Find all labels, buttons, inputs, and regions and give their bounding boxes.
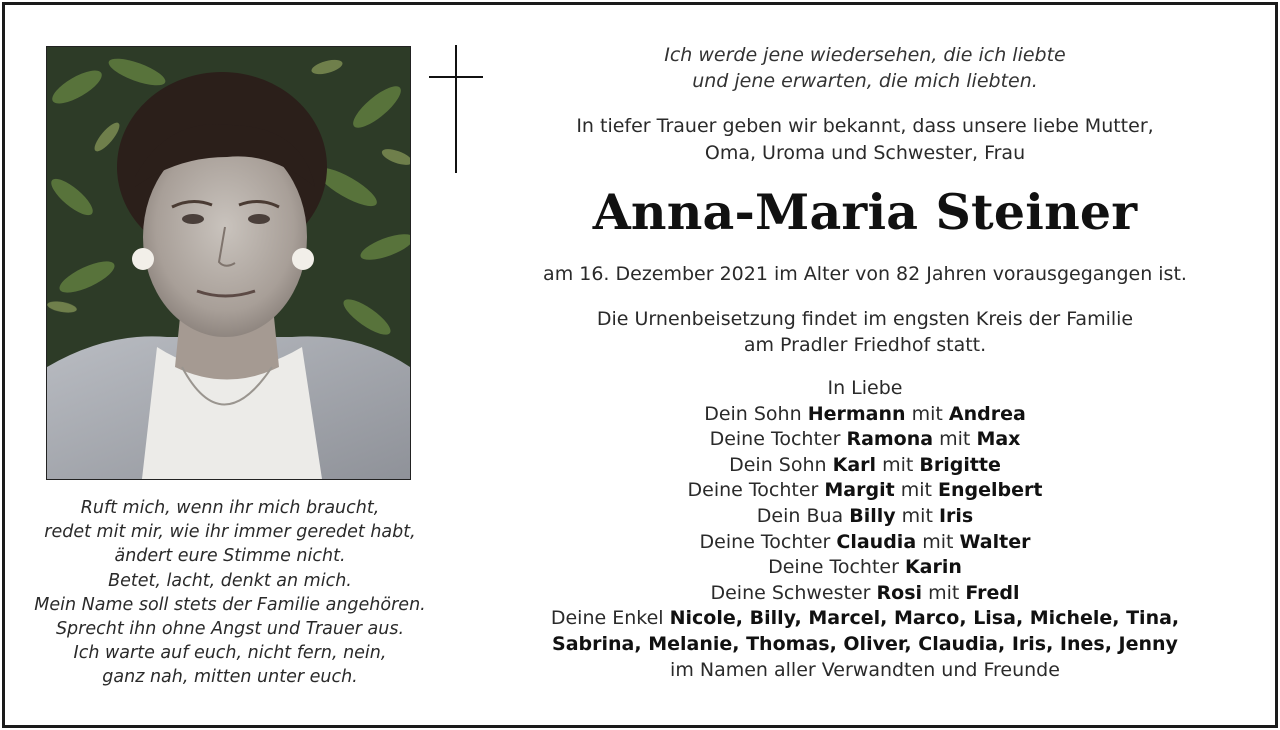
- family-member: [500, 478, 1230, 504]
- poem-line: Sprecht ihn ohne Angst und Trauer aus.: [55, 619, 405, 640]
- member-relation: Dein Sohn: [704, 402, 802, 425]
- grandchildren-label: Deine Enkel: [550, 607, 664, 630]
- intro-line: Oma, Uroma und Schwester, Frau: [704, 142, 1026, 164]
- deceased-name: Anna-Maria Steiner: [592, 183, 1138, 241]
- member-partner: Fredl: [965, 581, 1020, 604]
- member-partner: Iris: [938, 504, 974, 527]
- member-name: Ramona: [846, 428, 934, 451]
- poem-line: ändert eure Stimme nicht.: [114, 546, 346, 567]
- member-partner: Max: [976, 428, 1021, 451]
- family-member: [500, 555, 1230, 581]
- member-joiner: mit: [900, 479, 932, 502]
- member-name: Hermann: [807, 402, 906, 425]
- member-name: Rosi: [876, 581, 923, 604]
- member-name: Margit: [824, 479, 895, 502]
- poem-line: Mein Name soll stets der Familie angehören.: [34, 594, 426, 615]
- opening-quote: [500, 42, 1230, 94]
- death-notice: am 16. Dezember 2021 im Alter von 82 Jahren vorausgegangen ist.: [543, 263, 1187, 285]
- portrait-photo: [46, 46, 411, 480]
- member-name: Billy: [849, 504, 896, 527]
- member-partner: Brigitte: [919, 453, 1001, 476]
- quote-line: und jene erwarten, die mich liebten.: [692, 70, 1038, 92]
- member-relation: Deine Tochter: [687, 479, 819, 502]
- member-relation: Deine Schwester: [710, 581, 871, 604]
- member-partner: Walter: [959, 530, 1031, 553]
- closing-line: im Namen aller Verwandten und Freunde: [670, 658, 1060, 681]
- member-relation: Deine Tochter: [699, 530, 831, 553]
- burial-line: Die Urnenbeisetzung findet im engsten Kreis der Familie: [596, 308, 1134, 330]
- poem: [10, 496, 450, 690]
- family-heading: In Liebe: [827, 377, 903, 399]
- member-relation: Dein Sohn: [729, 453, 827, 476]
- member-name: Karin: [904, 556, 962, 579]
- grandchildren-names: Sabrina, Melanie, Thomas, Oliver, Claudia, Iris, Ines, Jenny: [552, 632, 1178, 655]
- member-name: Karl: [832, 453, 877, 476]
- family-member: [500, 530, 1230, 556]
- family-member: [500, 504, 1230, 530]
- member-joiner: mit: [901, 504, 933, 527]
- poem-line: redet mit mir, wie ihr immer geredet habt,: [44, 522, 416, 543]
- announcement-intro: [500, 113, 1230, 167]
- grandchildren-line: [500, 606, 1230, 632]
- family-member: [500, 427, 1230, 453]
- member-relation: Deine Tochter: [709, 428, 841, 451]
- member-joiner: mit: [928, 581, 960, 604]
- poem-line: ganz nah, mitten unter euch.: [102, 667, 358, 688]
- intro-line: In tiefer Trauer geben wir bekannt, dass unsere liebe Mutter,: [576, 115, 1154, 137]
- member-joiner: mit: [882, 453, 914, 476]
- grandchildren-names: Nicole, Billy, Marcel, Marco, Lisa, Michele, Tina,: [669, 607, 1180, 630]
- member-joiner: mit: [911, 402, 943, 425]
- member-partner: Andrea: [948, 402, 1026, 425]
- poem-line: Ich warte auf euch, nicht fern, nein,: [73, 643, 387, 664]
- member-relation: Dein Bua: [756, 504, 844, 527]
- member-name: Claudia: [836, 530, 917, 553]
- family-list: [500, 376, 1230, 683]
- member-partner: Engelbert: [938, 479, 1043, 502]
- member-relation: Deine Tochter: [768, 556, 899, 579]
- family-member: [500, 402, 1230, 428]
- grandchildren-line: [500, 632, 1230, 658]
- member-joiner: mit: [922, 530, 954, 553]
- burial-notice: [500, 306, 1230, 358]
- poem-line: Ruft mich, wenn ihr mich braucht,: [80, 498, 380, 518]
- family-member: [500, 453, 1230, 479]
- member-joiner: mit: [939, 428, 971, 451]
- portrait-image: [47, 47, 410, 479]
- burial-line: am Pradler Friedhof statt.: [743, 334, 987, 356]
- quote-line: Ich werde jene wiedersehen, die ich liebte: [664, 44, 1066, 66]
- family-member: [500, 581, 1230, 607]
- cross-icon: [429, 45, 483, 173]
- poem-line: Betet, lacht, denkt an mich.: [108, 570, 352, 591]
